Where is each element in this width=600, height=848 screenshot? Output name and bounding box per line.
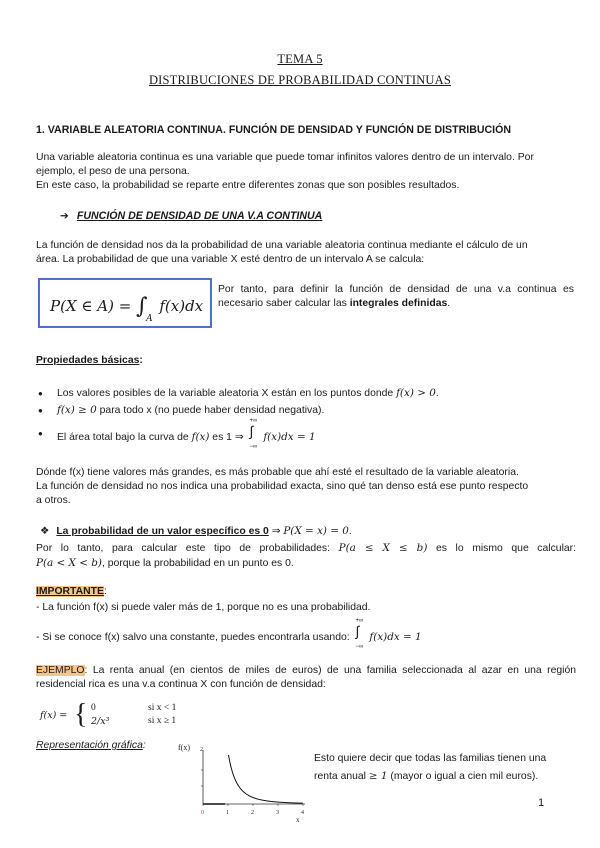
bullet-icon: ● bbox=[38, 389, 43, 398]
example-label: EJEMPLO bbox=[36, 665, 85, 676]
y-axis-label: f(x) bbox=[178, 743, 190, 752]
meaning-line-1: Dónde f(x) tiene valores más grandes, es más probable que ahí esté el resultado de la variable aleatoria. bbox=[36, 467, 519, 478]
formula-sub: A bbox=[146, 314, 153, 324]
prop-bullet-1: ● Los valores posibles de la variable aleatoria X están en los puntos donde f(x) > 0. bbox=[38, 387, 439, 399]
props-heading: Propiedades básicas: bbox=[36, 355, 143, 366]
density-meaning-paragraph bbox=[36, 466, 576, 508]
integral-icon: ∫ bbox=[355, 623, 360, 639]
important-line-1: - La función f(x) si puede valer más de 1, porque no es una probabilidad. bbox=[36, 602, 371, 613]
x-tick-label: 2 bbox=[251, 810, 254, 816]
meaning-line-3: a otros. bbox=[36, 495, 71, 506]
density-formula bbox=[50, 292, 204, 324]
bullet-icon: ● bbox=[38, 429, 43, 438]
specific-line-2: P(a < X < b), porque la probabilidad en un punto es 0. bbox=[36, 557, 294, 569]
x-axis-label: x bbox=[296, 816, 300, 824]
density-paragraph bbox=[36, 239, 576, 267]
tema-title: TEMA 5 bbox=[277, 52, 323, 66]
specific-line-1: Por lo tanto, para calcular este tipo de probabilidades: P(a ≤ X ≤ b) es lo mismo que calcular: bbox=[36, 542, 577, 554]
density-graph bbox=[170, 740, 310, 825]
page-number: 1 bbox=[538, 797, 545, 809]
x-tick-label: 3 bbox=[276, 810, 279, 816]
prop-bullet-2: ● f(x) ≥ 0 para todo x (no puede haber densidad negativa). bbox=[38, 404, 325, 416]
graph-side-line-1: Esto quiere decir que todas las familias tienen una bbox=[314, 753, 547, 764]
graph-label: Representación gráfica: bbox=[36, 740, 146, 751]
specific-value-heading: ❖ La probabilidad de un valor específico es 0 ⇒ P(X = x) = 0. bbox=[40, 525, 352, 537]
density-line-1: La función de densidad nos da la probabilidad de una variable aleatoria continua mediante el cálculo de un bbox=[36, 240, 528, 251]
x-tick-label: 0 bbox=[201, 810, 204, 816]
important-label: IMPORTANTE: bbox=[36, 586, 107, 597]
intro-paragraph bbox=[36, 151, 576, 193]
page-subtitle: DISTRIBUCIONES DE PROBABILIDAD CONTINUAS bbox=[148, 73, 452, 87]
improper-integral: +∞ ∫ −∞ bbox=[355, 618, 364, 650]
x-tick-label: 4 bbox=[301, 810, 304, 816]
density-curve bbox=[229, 755, 303, 803]
intro-line-3: En este caso, la probabilidad se reparte entre diferentes zonas que son posibles resultados. bbox=[36, 180, 460, 191]
graph-side-line-2: renta anual ≥ 1 (mayor o igual a cien mil euros). bbox=[314, 770, 539, 782]
piecewise-fx: f(x) = bbox=[40, 710, 68, 721]
integral-icon: ∫ bbox=[249, 423, 254, 439]
bullet-icon: ● bbox=[38, 406, 43, 415]
intro-line-1: Una variable aleatoria continua es una variable que puede tomar infinitos valores dentro de un intervalo. Por bbox=[36, 152, 534, 163]
density-formula-box bbox=[38, 278, 212, 328]
formula-rhs: f(x)dx bbox=[159, 297, 204, 315]
density-side-line-2: necesario saber calcular las integrales definidas. bbox=[218, 298, 451, 309]
important-line-2: - Si se conoce f(x) salvo una constante, puedes encontrarla usando: +∞ ∫ −∞ f(x)dx = 1 bbox=[36, 618, 422, 650]
brace-icon: { bbox=[74, 699, 88, 730]
density-side-text bbox=[218, 283, 574, 311]
example-paragraph bbox=[36, 664, 576, 692]
case-2-condition: si x ≥ 1 bbox=[148, 716, 177, 726]
piecewise-function bbox=[40, 699, 210, 732]
integrales-definidas: integrales definidas bbox=[349, 298, 448, 309]
improper-integral: +∞ ∫ −∞ bbox=[249, 418, 258, 450]
case-1-condition: si x < 1 bbox=[148, 703, 177, 713]
case-2-value: 2/x³ bbox=[91, 716, 110, 727]
prop-bullet-3: ● El área total bajo la curva de f(x) es 1 ⇒ +∞ ∫ −∞ f(x)dx = 1 bbox=[38, 418, 316, 450]
density-heading-text: FUNCIÓN DE DENSIDAD DE UNA V.A CONTINUA bbox=[76, 210, 323, 222]
arrow-icon: ➔ bbox=[60, 210, 69, 222]
meaning-line-2: La función de densidad no nos indica una probabilidad exacta, sino qué tan denso está ese punto respecto bbox=[36, 481, 529, 492]
case-1-value: 0 bbox=[91, 703, 96, 713]
x-tick-group bbox=[201, 804, 304, 816]
example-line-1: EJEMPLO: La renta anual (en cientos de miles de euros) de una familia seleccionada al azar en una región bbox=[36, 665, 576, 676]
specific-value-paragraph bbox=[36, 541, 576, 571]
intro-line-2: ejemplo, el peso de una persona. bbox=[36, 166, 190, 177]
example-line-2: residencial rica es una v.a continua X con función de densidad: bbox=[36, 679, 326, 690]
density-line-2: área. La probabilidad de que una variable X esté dentro de un intervalo A se calcula: bbox=[36, 254, 425, 265]
y-tick-label: 2 bbox=[200, 747, 203, 753]
x-tick-label: 1 bbox=[226, 810, 229, 816]
integral-icon: ∫ bbox=[136, 294, 148, 319]
graph-side-text bbox=[314, 752, 584, 784]
section-heading: 1. VARIABLE ALEATORIA CONTINUA. FUNCIÓN DE DENSIDAD Y FUNCIÓN DE DISTRIBUCIÓN bbox=[36, 124, 511, 136]
density-side-line-1: Por tanto, para definir la función de densidad de una v.a continua es bbox=[218, 284, 574, 295]
formula-lhs: P(X ∈ A) = bbox=[50, 297, 132, 315]
diamond-icon: ❖ bbox=[40, 526, 50, 537]
density-subheading bbox=[60, 210, 322, 222]
